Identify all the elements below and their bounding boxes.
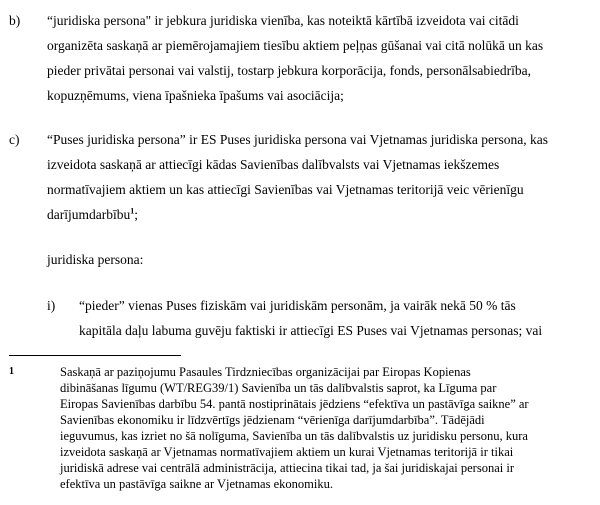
clause-c-last-line [47,206,138,224]
footnote-separator [9,355,181,356]
footnote-line: Eiropas Savienības darbību 54. pantā nostiprinātais jēdziens “efektīva un pastāvīga saikne” ar [60,397,529,411]
item-i-line: kapitāla daļu labuma guvēju faktiski ir attiecīgi ES Puses vai Vjetnamas personas; vai [79,323,543,338]
footnote-line: Savienības ekonomiku ir līdzvērtīgs jēdzienam “vērienīga darījumdarbība”. Tādējādi [60,413,485,427]
footnote-reference[interactable]: 1 [130,206,135,216]
clause-b-line: kopuzņēmums, viena īpašnieka īpašums vai asociācija; [47,88,344,103]
clause-c-line: “Puses juridiska persona” ir ES Puses juridiska persona vai Vjetnamas juridiska persona, kas [47,132,549,147]
item-i-line: “pieder” vienas Puses fiziskām vai juridiskām personām, ja vairāk nekā 50 % tās [79,298,516,313]
clause-b-line: pieder privātai personai vai valstij, tostarp jebkura korporācija, fonds, personālsabiedrība, [47,63,531,78]
footnote-line: efektīva un pastāvīga saikne ar Vjetnamas ekonomiku. [60,477,333,491]
clause-b-marker: b) [9,13,21,28]
footnote-number: 1 [9,366,14,377]
clause-c-line: izveidota saskaņā ar attiecīgi kādas Savienības dalībvalsts vai Vjetnamas iekšzemes [47,157,500,172]
footnote-line: juridiskā adrese vai centrālā administrācija, attiecina tikai tad, ja šai juridiskajai personai ir [60,461,514,475]
clause-c-line: normatīvajiem aktiem un kas attiecīgi Savienības vai Vjetnamas teritorijā veic vērienīgu [47,182,524,197]
footnote-line: izveidota saskaņā ar Vjetnamas normatīvajiem aktiem un kurai Vjetnamas teritorijā ir tikai [60,445,514,459]
footnote-line: Saskaņā ar paziņojumu Pasaules Tirdzniecības organizācijai par Eiropas Kopienas [60,365,471,379]
footnote-line: dibināšanas līgumu (WT/REG39/1) Savienība un tās dalībvalstis saprot, ka Līguma par [60,381,497,395]
footnote-line: ieguvumus, kas izriet no šā nolīguma, Savienība un tās dalībvalstis uz juridisku personu, kura [60,429,528,443]
clause-c-last-text: darījumdarbību [47,207,131,222]
clause-c-last-end: ; [134,207,138,222]
item-i-marker: i) [47,298,56,313]
clause-b-line: “juridiska persona" ir jebkura juridiska vienība, kas noteiktā kārtībā izveidota vai citādi [47,13,519,28]
juridiska-persona-label: juridiska persona: [47,252,144,267]
clause-b-line: organizēta saskaņā ar piemērojamajiem tiesību aktiem peļņas gūšanai vai citā nolūkā un kas [47,38,544,53]
clause-c-marker: c) [9,132,20,147]
